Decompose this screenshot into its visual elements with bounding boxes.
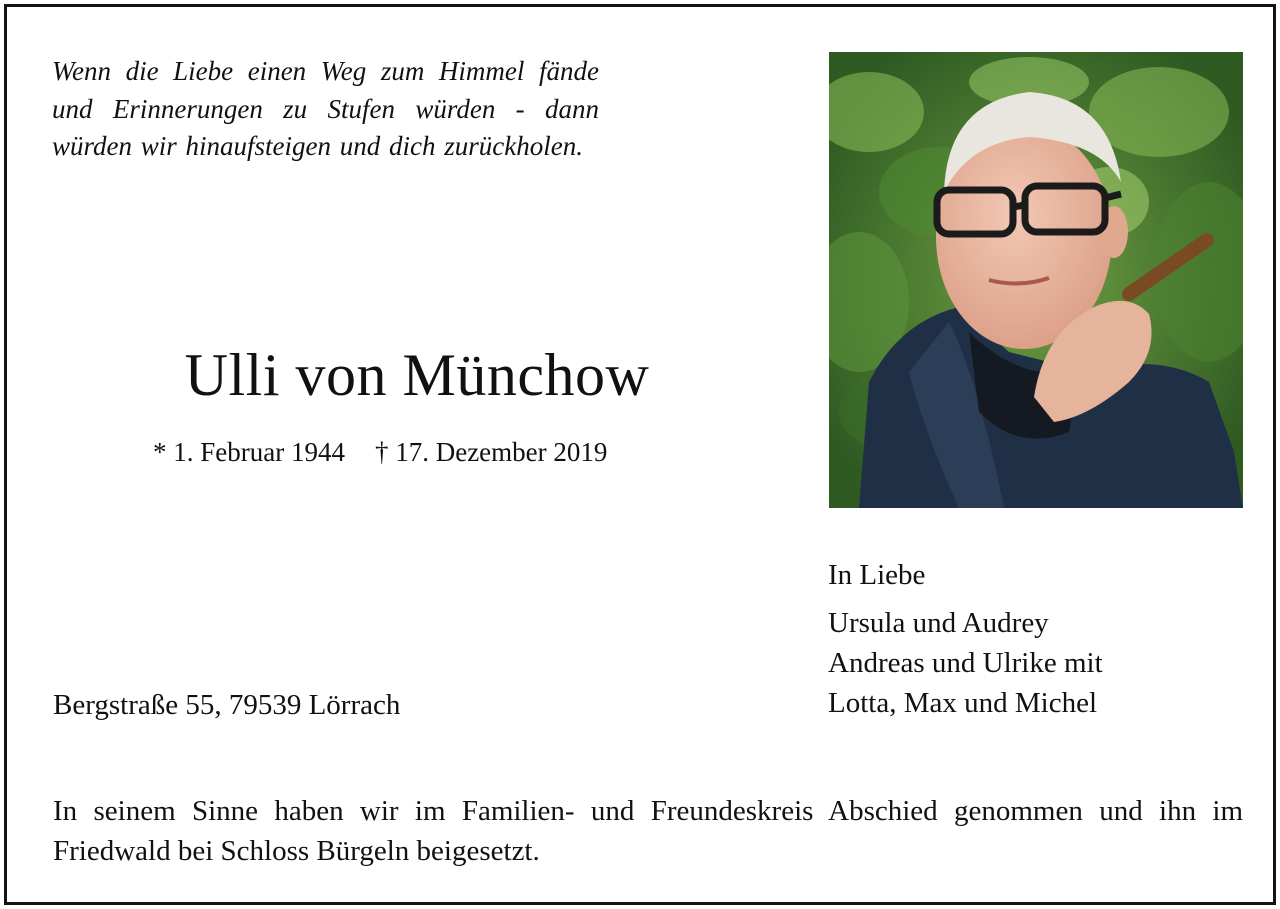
life-dates [153, 435, 607, 469]
poem-line: - dann würden wir hinaufsteigen und dich [52, 93, 600, 161]
closing-line: In seinem Sinne haben wir im Familien- und Freundeskreis Abschied genommen [53, 795, 1083, 827]
poem-line: zurückholen. [444, 131, 583, 161]
mourner-line: Andreas und Ulrike mit [828, 647, 1103, 679]
birth-date: * 1. Februar 1944 [153, 437, 345, 467]
mourners-heading: In Liebe [828, 559, 926, 591]
death-date: † 17. Dezember 2019 [374, 437, 608, 467]
mourner-line: Ursula und Audrey [828, 607, 1049, 639]
poem-line: fände und Erinnerungen zu Stufen würden [52, 56, 600, 124]
deceased-name: Ulli von Münchow [184, 342, 650, 408]
address: Bergstraße 55, 79539 Lörrach [53, 689, 401, 721]
closing-note [53, 791, 1243, 871]
memorial-poem [52, 53, 599, 166]
obituary-frame [4, 4, 1276, 905]
mourners-list [828, 603, 1103, 723]
mourner-line: Lotta, Max und Michel [828, 687, 1098, 719]
portrait-photo [829, 52, 1243, 508]
poem-line: Wenn die Liebe einen Weg zum Himmel [52, 56, 525, 86]
closing-line: und ihn im Friedwald bei Schloss Bürgeln beigesetzt. [53, 795, 1244, 867]
